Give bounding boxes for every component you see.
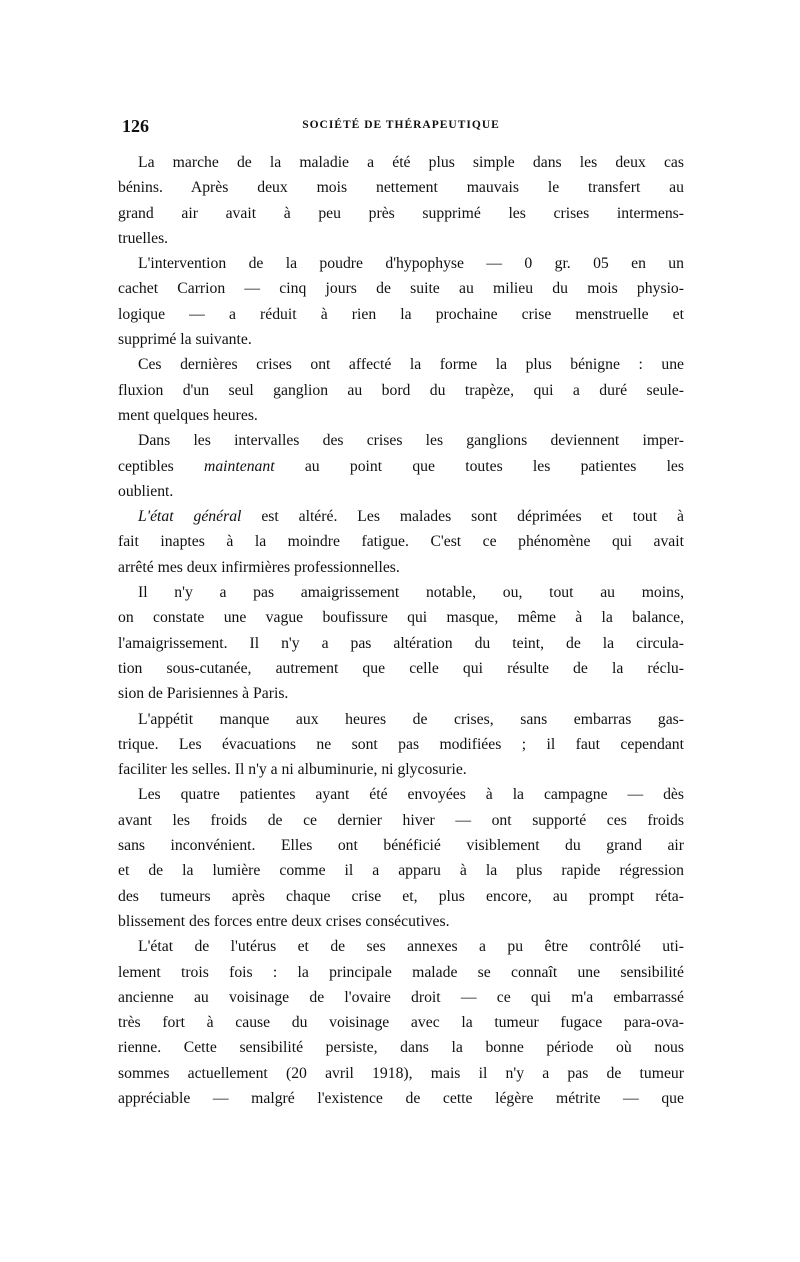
text-line: Les quatre patientes ayant été envoyées à la campagne — dès	[138, 786, 684, 804]
text-line: La marche de la maladie a été plus simple dans les deux cas	[138, 154, 684, 171]
book-page	[118, 116, 684, 1111]
text-line: arrêté mes deux infirmières professionnelles.	[118, 558, 400, 576]
text-line: trique. Les évacuations ne sont pas modifiées ; il faut cependant	[118, 735, 684, 753]
text-line: supprimé la suivante.	[118, 331, 252, 349]
text-line: avant les froids de ce dernier hiver — ont supporté ces froids	[118, 811, 684, 829]
paragraph	[118, 782, 684, 934]
text-line: appréciable — malgré l'existence de cette légère métrite — que	[118, 1089, 684, 1107]
text-line: logique — a réduit à rien la prochaine crise menstruelle et	[118, 305, 684, 323]
text-line: Ces dernières crises ont affecté la forme la plus bénigne : une	[138, 356, 684, 374]
text-line: sommes actuellement (20 avril 1918), mais il n'y a pas de tumeur	[118, 1064, 684, 1082]
text-line: l'amaigrissement. Il n'y a pas altération du teint, de la circula-	[118, 634, 684, 652]
text-line: on constate une vague boufissure qui masque, même à la balance,	[118, 609, 684, 627]
paragraph	[118, 150, 684, 251]
paragraph	[118, 707, 684, 783]
text-line: lement trois fois : la principale malade se connaît une sensibilité	[118, 963, 684, 981]
paragraph	[118, 428, 684, 504]
paragraph	[118, 352, 684, 428]
text-line: fluxion d'un seul ganglion au bord du trapèze, qui a duré seule-	[118, 381, 684, 399]
text-line: Dans les intervalles des crises les ganglions deviennent imper-	[138, 432, 684, 450]
text-line: rienne. Cette sensibilité persiste, dans la bonne période où nous	[118, 1039, 684, 1057]
text-line: ceptibles maintenant au point que toutes les patientes les	[118, 457, 684, 475]
paragraph	[118, 504, 684, 580]
text-line: sion de Parisiennes à Paris.	[118, 685, 289, 703]
paragraph	[118, 934, 684, 1111]
text-line: L'état général est altéré. Les malades sont déprimées et tout à	[138, 508, 684, 526]
paragraph	[118, 251, 684, 352]
text-line: ancienne au voisinage de l'ovaire droit — ce qui m'a embarrassé	[118, 988, 684, 1006]
text-line: L'état de l'utérus et de ses annexes a pu être contrôlé uti-	[138, 938, 684, 956]
page-header	[118, 116, 684, 140]
text-line: sans inconvénient. Elles ont bénéficié visiblement du grand air	[118, 837, 684, 855]
page-number: 126	[122, 116, 149, 136]
text-line: cachet Carrion — cinq jours de suite au milieu du mois physio-	[118, 280, 684, 298]
text-line: Il n'y a pas amaigrissement notable, ou, tout au moins,	[138, 584, 684, 602]
text-line: très fort à cause du voisinage avec la tumeur fugace para-ova-	[118, 1014, 684, 1032]
text-line: blissement des forces entre deux crises consécutives.	[118, 912, 450, 930]
text-line: grand air avait à peu près supprimé les crises intermens-	[118, 204, 684, 222]
body-text	[118, 150, 684, 1111]
text-line: faciliter les selles. Il n'y a ni albuminurie, ni glycosurie.	[118, 761, 467, 779]
text-line: L'appétit manque aux heures de crises, sans embarras gas-	[138, 710, 684, 728]
text-line: ment quelques heures.	[118, 406, 258, 424]
text-line: tion sous-cutanée, autrement que celle qui résulte de la réclu-	[118, 659, 684, 677]
text-line: des tumeurs après chaque crise et, plus encore, au prompt réta-	[118, 887, 684, 905]
text-line: truelles.	[118, 229, 169, 247]
text-line: bénins. Après deux mois nettement mauvais le transfert au	[118, 179, 684, 197]
running-head: SOCIÉTÉ DE THÉRAPEUTIQUE	[302, 119, 500, 131]
text-line: fait inaptes à la moindre fatigue. C'est ce phénomène qui avait	[118, 533, 684, 551]
text-line: L'intervention de la poudre d'hypophyse — 0 gr. 05 en un	[138, 255, 684, 273]
text-line: oublient.	[118, 482, 174, 500]
text-line: et de la lumière comme il a apparu à la plus rapide régression	[118, 862, 684, 880]
paragraph	[118, 580, 684, 706]
